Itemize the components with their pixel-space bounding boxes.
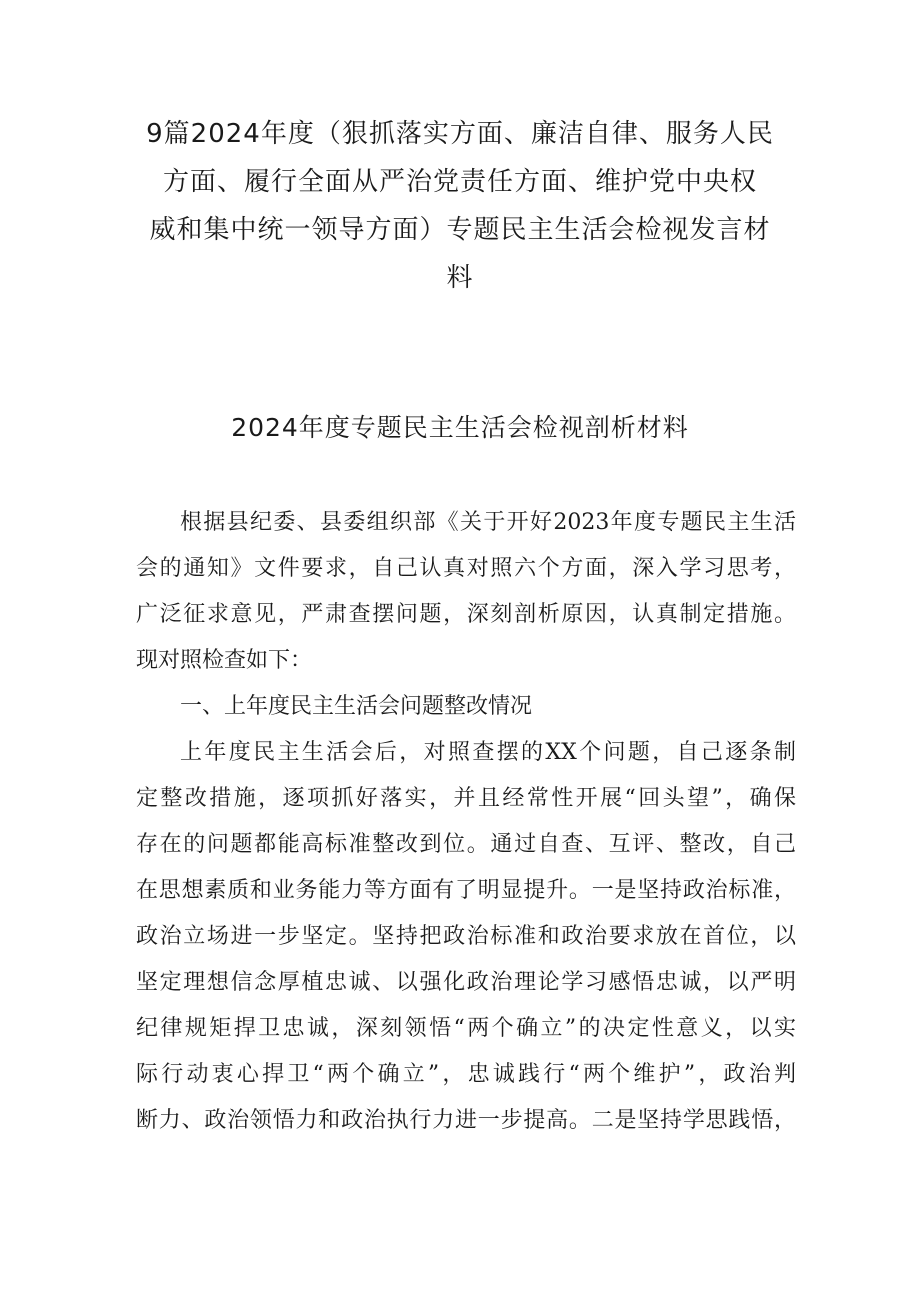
title-line: 料 [446,263,474,293]
body-text [136,500,796,1144]
paragraph-line: 政治立场进一步坚定。坚持把政治标准和政治要求放在首位，以 [136,924,796,949]
paragraph-line: 断力、政治领悟力和政治执行力进一步提高。二是坚持学思践悟， [136,1108,796,1133]
paragraph-line: 现对照检查如下： [136,648,313,673]
title-line: 方面、履行全面从严治党责任方面、维护党中央权 [162,167,757,197]
section-heading: 2024年度专题民主生活会检视剖析材料 [231,413,689,442]
paragraph-line: 定整改措施，逐项抓好落实，并且经常性开展“回头望”，确保 [136,786,796,811]
paragraph-line: 会的通知》文件要求，自己认真对照六个方面，深入学习思考， [136,556,796,581]
paragraph-line: 广泛征求意见，严肃查摆问题，深刻剖析原因，认真制定措施。 [136,602,796,627]
document-title [0,110,920,302]
paragraph-line: 在思想素质和业务能力等方面有了明显提升。一是坚持政治标准， [136,878,796,903]
paragraph-line: 际行动衷心捍卫“两个确立”，忠诚践行“两个维护”，政治判 [136,1062,796,1087]
paragraph-line: 纪律规矩捍卫忠诚，深刻领悟“两个确立”的决定性意义，以实 [136,1016,796,1041]
paragraph-line: 坚定理想信念厚植忠诚、以强化政治理论学习感悟忠诚，以严明 [136,970,796,995]
paragraph-line: 上年度民主生活会后，对照查摆的XX个问题，自己逐条制 [180,740,796,765]
title-line: 威和集中统一领导方面）专题民主生活会检视发言材 [149,215,771,245]
section-heading-line: 一、上年度民主生活会问题整改情况 [180,694,533,719]
paragraph-line: 根据县纪委、县委组织部《关于开好2023年度专题民主生活 [180,510,796,535]
title-line: 9篇2024年度（狠抓落实方面、廉洁自律、服务人民 [146,119,774,149]
paragraph-line: 存在的问题都能高标准整改到位。通过自查、互评、整改，自己 [136,832,796,857]
